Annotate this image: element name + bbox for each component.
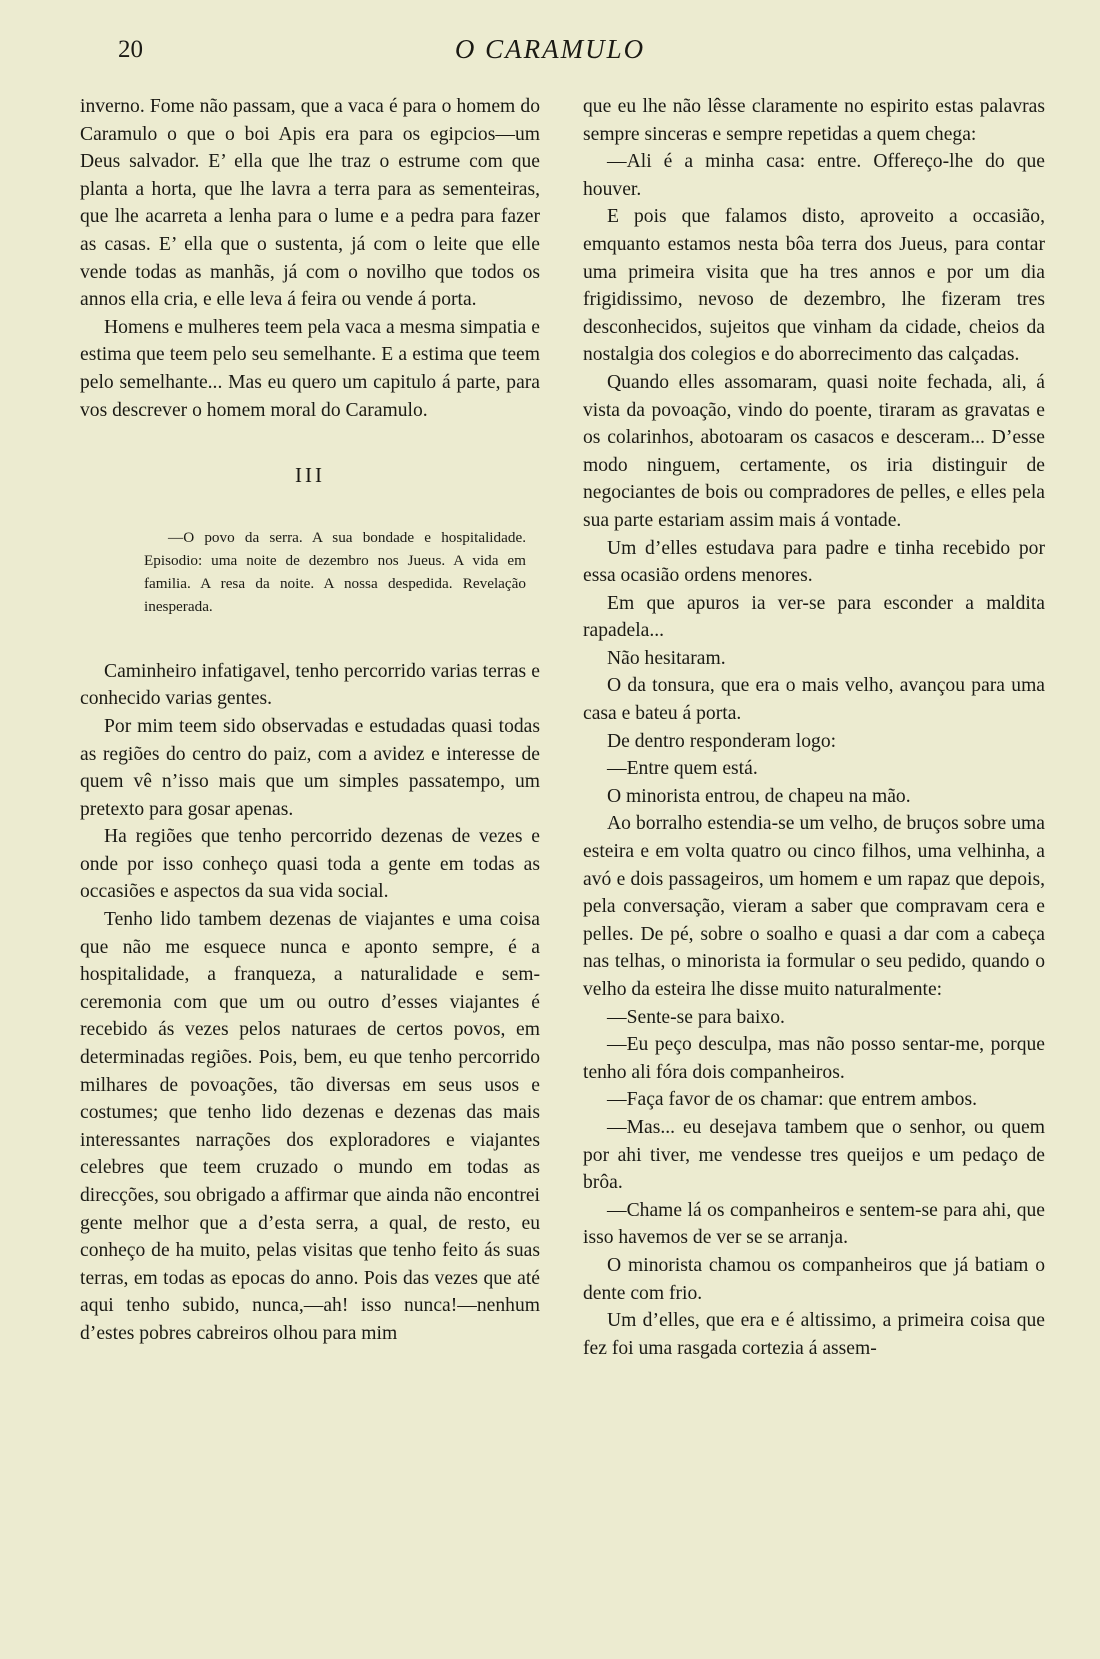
journal-title: O CARAMULO — [454, 34, 646, 64]
paragraph: O minorista chamou os companheiros que já batiam o dente com frio. — [583, 1254, 1045, 1304]
section-summary — [144, 526, 526, 618]
paragraph: inverno. Fome não passam, que a vaca é para o homem do Caramulo o que o boi Apis era para os egipcios—um Deus salvador. E’ ella que lhe traz o estrume com que planta a horta, que lhe lavra a terra para as sementeiras, que lhe acarreta a lenha para o lume e a pedra para fazer as casas. E’ ella que o sustenta, já com o leite que elle vende todas as manhãs, já com o novilho que todos os annos ella cria, e elle leva á feira ou vende á porta. — [80, 96, 540, 311]
paragraph: Quando elles assomaram, quasi noite fechada, ali, á vista da povoação, vindo do poente, tiraram as gravatas e os colarinhos, abotoaram os casacos e desceram... D’esse modo ninguem, certamente, os iria distinguir de negociantes de bois ou compradores de pelles, e elles pela sua parte estariam assim mais á vontade. — [583, 371, 1045, 531]
paragraph: —Entre quem está. — [607, 758, 758, 780]
paragraph: O minorista entrou, de chapeu na mão. — [607, 785, 911, 807]
paragraph: Um d’elles estudava para padre e tinha recebido por essa ocasião ordens menores. — [583, 537, 1045, 587]
paragraph: —Sente-se para baixo. — [607, 1006, 785, 1028]
paragraph: Não hesitaram. — [607, 647, 726, 669]
page-number: 20 — [118, 36, 143, 63]
paragraph: Homens e mulheres teem pela vaca a mesma simpatia e estima que teem pelo seu semelhante. E a estima que teem pelo semelhante... Mas eu quero um capitulo á parte, para vos descrever o homem moral do Caramulo. — [80, 316, 540, 421]
paragraph: —Mas... eu desejava tambem que o senhor, ou quem por ahi tiver, me vendesse tres queijos e um pedaço de brôa. — [583, 1116, 1045, 1194]
paragraph: Caminheiro infatigavel, tenho percorrido varias terras e conhecido varias gentes. — [80, 660, 540, 710]
section-summary-text: —O povo da serra. A sua bondade e hospitalidade. Episodio: uma noite de dezembro nos Jueus. A vida em familia. A resa da noite. A nossa despedida. Revelação inesperada. — [144, 528, 526, 615]
section-spacer — [80, 618, 540, 658]
paragraph: Um d’elles, que era e é altissimo, a primeira coisa que fez foi uma rasgada cortezia á assem- — [583, 1310, 1045, 1359]
paragraph: Em que apuros ia ver-se para esconder a maldita rapadela... — [583, 592, 1045, 642]
paragraph: De dentro responderam logo: — [607, 730, 837, 752]
right-column — [583, 93, 1045, 1362]
paragraph: Ao borralho estendia-se um velho, de bruços sobre uma esteira e em volta quatro ou cinco filhos, uma velhinha, a avó e dois passageiros, um homem e um rapaz que depois, pela conversação, vieram a saber que compravam cera e pelles. De pé, sobre o soalho e quasi a dar com a cabeça nas telhas, o minorista ia formular o seu pedido, quando o velho da esteira lhe disse muito naturalmente: — [583, 813, 1045, 1000]
paragraph: —Faça favor de os chamar: que entrem ambos. — [607, 1089, 977, 1111]
running-head — [0, 34, 1100, 74]
paragraph: —Ali é a minha casa: entre. Offereço-lhe do que houver. — [583, 151, 1045, 200]
paragraph: que eu lhe não lêsse claramente no espirito estas palavras sempre sinceras e sempre repetidas a quem chega: — [583, 96, 1045, 145]
section-numeral: III — [295, 463, 325, 488]
paragraph: Por mim teem sido observadas e estudadas quasi todas as regiões do centro do paiz, com a avidez e interesse de quem vê n’isso mais que um simples passatempo, um pretexto para gosar apenas. — [80, 715, 540, 820]
paragraph: —Eu peço desculpa, mas não posso sentar-me, porque tenho ali fóra dois companheiros. — [583, 1034, 1045, 1083]
paragraph: E pois que falamos disto, aproveito a occasião, emquanto estamos nesta bôa terra dos Jueus, para contar uma primeira visita que ha tres annos e por um dia frigidissimo, nevoso de dezembro, lhe fizeram tres desconhecidos, sujeitos que vinham da cidade, cheios da nostalgia dos colegios e do aborrecimento das calçadas. — [583, 206, 1045, 366]
left-column — [80, 93, 540, 1348]
paragraph: Ha regiões que tenho percorrido dezenas de vezes e onde por isso conheço quasi toda a gente em todas as occasiões e aspectos da sua vida social. — [80, 826, 540, 903]
paragraph: —Chame lá os companheiros e sentem-se para ahi, que isso havemos de ver se se arranja. — [583, 1199, 1045, 1249]
paragraph: O da tonsura, que era o mais velho, avançou para uma casa e bateu á porta. — [583, 675, 1045, 725]
paragraph: Tenho lido tambem dezenas de viajantes e uma coisa que não me esquece nunca e aponto sempre, é a hospitalidade, a franqueza, a naturalidade e sem-ceremonia com que um ou outro d’esses viajantes é recebido ás vezes pelos naturaes de certos povos, em determinadas regiões. Pois, bem, eu que tenho percorrido milhares de povoações, tão diversas em seus usos e costumes; que tenho lido dezenas e dezenas das mais interessantes narrações dos exploradores e viajantes celebres que teem cruzado o mundo em todas as direcções, sou obrigado a affirmar que ainda não encontrei gente melhor que a d’esta serra, a qual, de resto, eu conheço de ha muito, pelas visitas que tenho feito ás suas terras, em todas as epocas do anno. Pois das vezes que até aqui tenho subido, nunca,—ah! isso nunca!—nenhum d’estes pobres cabreiros olhou para mim — [80, 909, 540, 1344]
